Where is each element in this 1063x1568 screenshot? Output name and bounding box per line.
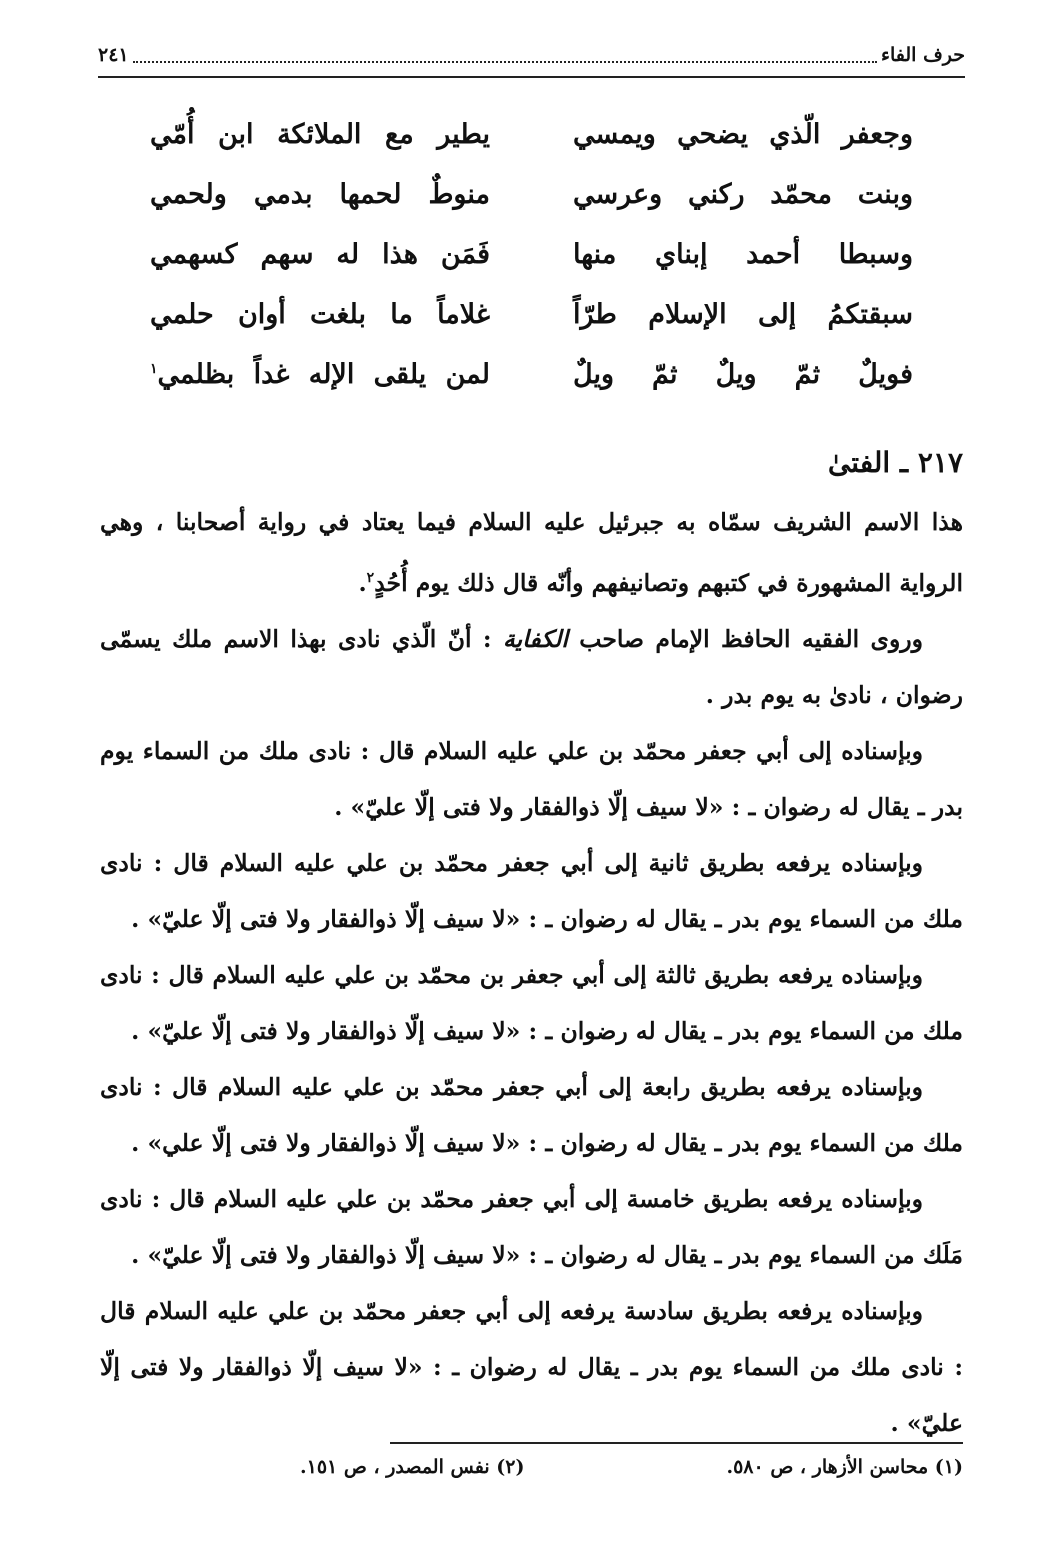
running-header bbox=[98, 36, 965, 74]
verse-first-hemistich: وسبطا أحمد إبناي منها bbox=[573, 238, 913, 270]
paragraph: وبإسناده إلى أبي جعفر محمّد بن علي عليه السلام قال : نادى ملك من السماء يوم بدر ـ يقال له رضوان ـ : «لا سيف إلّا ذوالفقار ولا فتى إلّا عليّ» . bbox=[100, 736, 963, 821]
verse-second-hemistich: يطير مع الملائكة ابن أُمّي bbox=[150, 118, 490, 150]
verse-first-hemistich: سبقتكمُ إلى الإسلام طرّاً bbox=[573, 298, 913, 330]
footnotes bbox=[300, 1456, 963, 1490]
leader-dots bbox=[133, 47, 877, 63]
verse bbox=[150, 224, 913, 284]
footnote-1: (١) محاسن الأزهار ، ص ٥٨٠. bbox=[726, 1456, 963, 1478]
poem bbox=[150, 104, 913, 404]
entry-title: ٢١٧ ـ الفتىٰ bbox=[827, 446, 963, 479]
footnote-rule bbox=[390, 1442, 963, 1444]
book-title: الكفاية bbox=[503, 624, 568, 653]
paragraph: وبإسناده يرفعه بطريق خامسة إلى أبي جعفر محمّد بن علي عليه السلام قال : نادى مَلَك من السماء يوم بدر ـ يقال له رضوان ـ : «لا سيف إلّا ذوالفقار ولا فتى إلّا عليّ» . bbox=[100, 1184, 963, 1269]
header-rule bbox=[98, 76, 965, 78]
paragraph: وبإسناده يرفعه بطريق سادسة يرفعه إلى أبي جعفر محمّد بن علي عليه السلام قال : نادى ملك من السماء يوم بدر ـ يقال له رضوان ـ : «لا سيف إلّا ذوالفقار ولا فتى إلّا عليّ» . bbox=[100, 1296, 963, 1437]
verse-text: لمن يلقى الإله غداً بظلمي bbox=[157, 358, 490, 390]
verse-second-hemistich: غلاماً ما بلغت أوان حلمي bbox=[150, 298, 490, 330]
verse-first-hemistich: وجعفر الّذي يضحي ويمسي bbox=[573, 118, 913, 150]
footnote-2: (٢) نفس المصدر ، ص ١٥١. bbox=[300, 1456, 525, 1478]
verse-second-hemistich bbox=[150, 359, 490, 390]
verse bbox=[150, 344, 913, 404]
paragraph: وبإسناده يرفعه بطريق ثانية إلى أبي جعفر محمّد بن علي عليه السلام قال : نادى ملك من السماء يوم بدر ـ يقال له رضوان ـ : «لا سيف إلّا ذوالفقار ولا فتى إلّا عليّ» . bbox=[100, 848, 963, 933]
page-number: ٢٤١ bbox=[98, 44, 129, 66]
verse-second-hemistich: منوطٌ لحمها بدمي ولحمي bbox=[150, 178, 490, 210]
paragraph: وبإسناده يرفعه بطريق ثالثة إلى أبي جعفر بن محمّد بن علي عليه السلام قال : نادى ملك من السماء يوم بدر ـ يقال له رضوان ـ : «لا سيف إلّا ذوالفقار ولا فتى إلّا عليّ» . bbox=[100, 960, 963, 1045]
verse bbox=[150, 164, 913, 224]
verse-first-hemistich: وبنت محمّد ركني وعرسي bbox=[573, 178, 913, 210]
paragraph: وروى الفقيه الحافظ الإمام صاحب الكفاية : أنّ الّذي نادى بهذا الاسم ملك يسمّى رضوان ، نادىٰ به يوم بدر . bbox=[100, 624, 963, 709]
verse-first-hemistich: فويلٌ ثمّ ويلٌ ثمّ ويلٌ bbox=[573, 358, 913, 390]
verse bbox=[150, 284, 913, 344]
verse-second-hemistich: فَمَن هذا له سهم كسهمي bbox=[150, 238, 490, 270]
body-text bbox=[100, 494, 963, 1451]
verse bbox=[150, 104, 913, 164]
paragraph: وبإسناده يرفعه بطريق رابعة إلى أبي جعفر محمّد بن علي عليه السلام قال : نادى ملك من السماء يوم بدر ـ يقال له رضوان ـ : «لا سيف إلّا ذوالفقار ولا فتى إلّا علي» . bbox=[100, 1072, 963, 1157]
footnote-ref[interactable]: ١ bbox=[150, 360, 158, 377]
chapter-title: حرف الفاء bbox=[881, 44, 965, 66]
footnote-ref[interactable]: ٢ bbox=[366, 570, 375, 586]
paragraph: هذا الاسم الشريف سمّاه به جبرئيل عليه السلام فيما يعتاد في رواية أصحابنا ، وهي الرواية المشهورة في كتبهم وتصانيفهم وأنّه قال ذلك يوم أُحُدٍ$^٢$. bbox=[100, 508, 963, 597]
